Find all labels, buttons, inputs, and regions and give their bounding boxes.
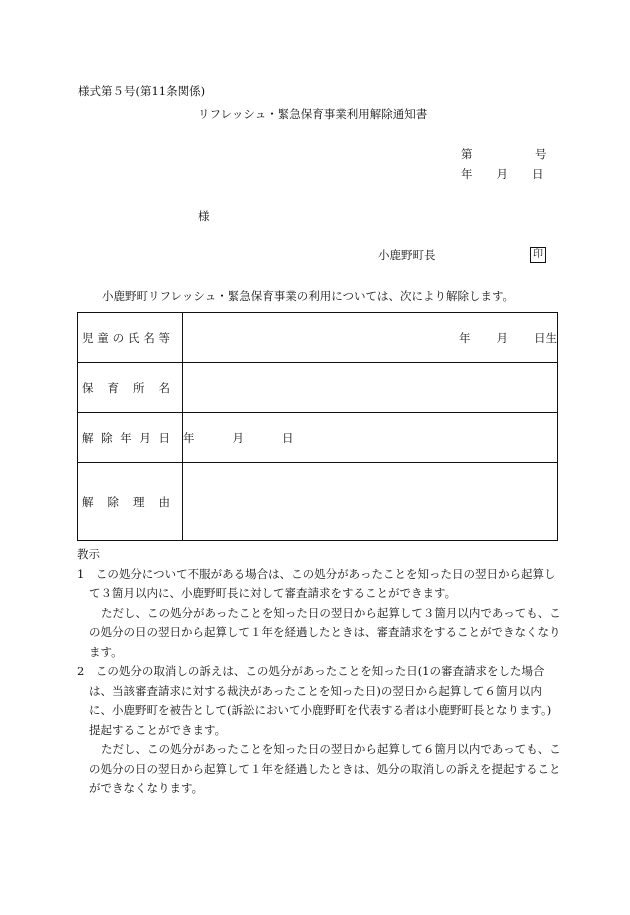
label-char: 児 <box>82 330 94 345</box>
label-char: 保 <box>82 380 94 395</box>
label-char: 童 <box>97 330 109 345</box>
label-char: 名 <box>143 330 155 345</box>
addressee-suffix: 様 <box>198 209 210 223</box>
label-char: 由 <box>158 494 170 509</box>
intro-text: 小鹿野町リフレッシュ・緊急保育事業の利用については、次により解除します。 <box>102 289 515 303</box>
label-char: 所 <box>133 380 145 395</box>
instructions <box>77 545 562 799</box>
release-day: 日 <box>282 430 294 445</box>
instruction-item-2: 2 この処分の取消しの訴えは、この処分があったことを知った日(1の審査請求をした場合は、当該審査請求に対する裁決があったことを知った日)の翌日から起算して６箇月以内に、小鹿野町を被告として(訴訟において小鹿野町を代表する者は小鹿野町長となります。)提起することができます。 <box>77 664 552 737</box>
table-row <box>78 363 558 413</box>
child-name-label <box>78 313 183 363</box>
issuer: 小鹿野町長 <box>378 248 436 262</box>
label-char: 除 <box>101 430 113 445</box>
instruction-item-1: 1 この処分について不服がある場合は、この処分があったことを知った日の翌日から起算して３箇月以内に、小鹿野町長に対して審査請求をすることができます。 <box>77 566 556 600</box>
table-row <box>78 463 558 541</box>
label-char: 日 <box>158 430 170 445</box>
label-char: 等 <box>158 330 170 345</box>
table-row <box>78 313 558 363</box>
release-date-label <box>78 413 183 463</box>
release-reason-field[interactable] <box>183 463 558 541</box>
issue-date-day: 日 <box>532 167 544 181</box>
label-char: 育 <box>107 380 119 395</box>
release-date-field[interactable] <box>183 413 558 463</box>
birth-month: 月 <box>496 330 508 345</box>
label-char: 解 <box>82 494 94 509</box>
seal-box: 印 <box>530 247 546 263</box>
instruction-item-1-cont: ただし、この処分があったことを知った日の翌日から起算して３箇月以内であっても、この処分の日の翌日から起算して１年を経過したときは、審査請求をすることができなくなります。 <box>89 605 561 659</box>
label-char: の <box>112 330 125 345</box>
release-reason-label <box>78 463 183 541</box>
nursery-label <box>78 363 183 413</box>
instructions-heading: 教示 <box>77 547 100 561</box>
label-char: 解 <box>82 430 94 445</box>
number-suffix: 号 <box>535 147 547 161</box>
issue-date-month: 月 <box>496 167 508 181</box>
label-char: 理 <box>133 494 145 509</box>
nursery-field[interactable] <box>183 363 558 413</box>
table-row <box>78 413 558 463</box>
child-name-field[interactable] <box>183 313 558 363</box>
instruction-item-2-cont: ただし、この処分があったことを知った日の翌日から起算して６箇月以内であっても、この処分の日の翌日から起算して１年を経過したときは、処分の取消しの訴えを提起することができなくなります。 <box>89 742 561 795</box>
document-title: リフレッシュ・緊急保育事業利用解除通知書 <box>198 107 428 121</box>
label-char: 年 <box>120 430 132 445</box>
label-char: 月 <box>139 430 151 445</box>
birth-day: 日生 <box>534 330 557 345</box>
number-prefix: 第 <box>461 147 473 161</box>
issue-date-year: 年 <box>461 167 473 181</box>
birth-year: 年 <box>459 330 471 345</box>
issue-date <box>461 168 544 182</box>
label-char: 氏 <box>127 330 140 345</box>
label-char: 除 <box>107 494 119 509</box>
form-number: 様式第５号(第11条関係) <box>78 84 206 98</box>
release-year: 年 <box>183 430 195 445</box>
label-char: 名 <box>158 380 170 395</box>
info-table <box>77 312 558 541</box>
release-month: 月 <box>232 430 244 445</box>
